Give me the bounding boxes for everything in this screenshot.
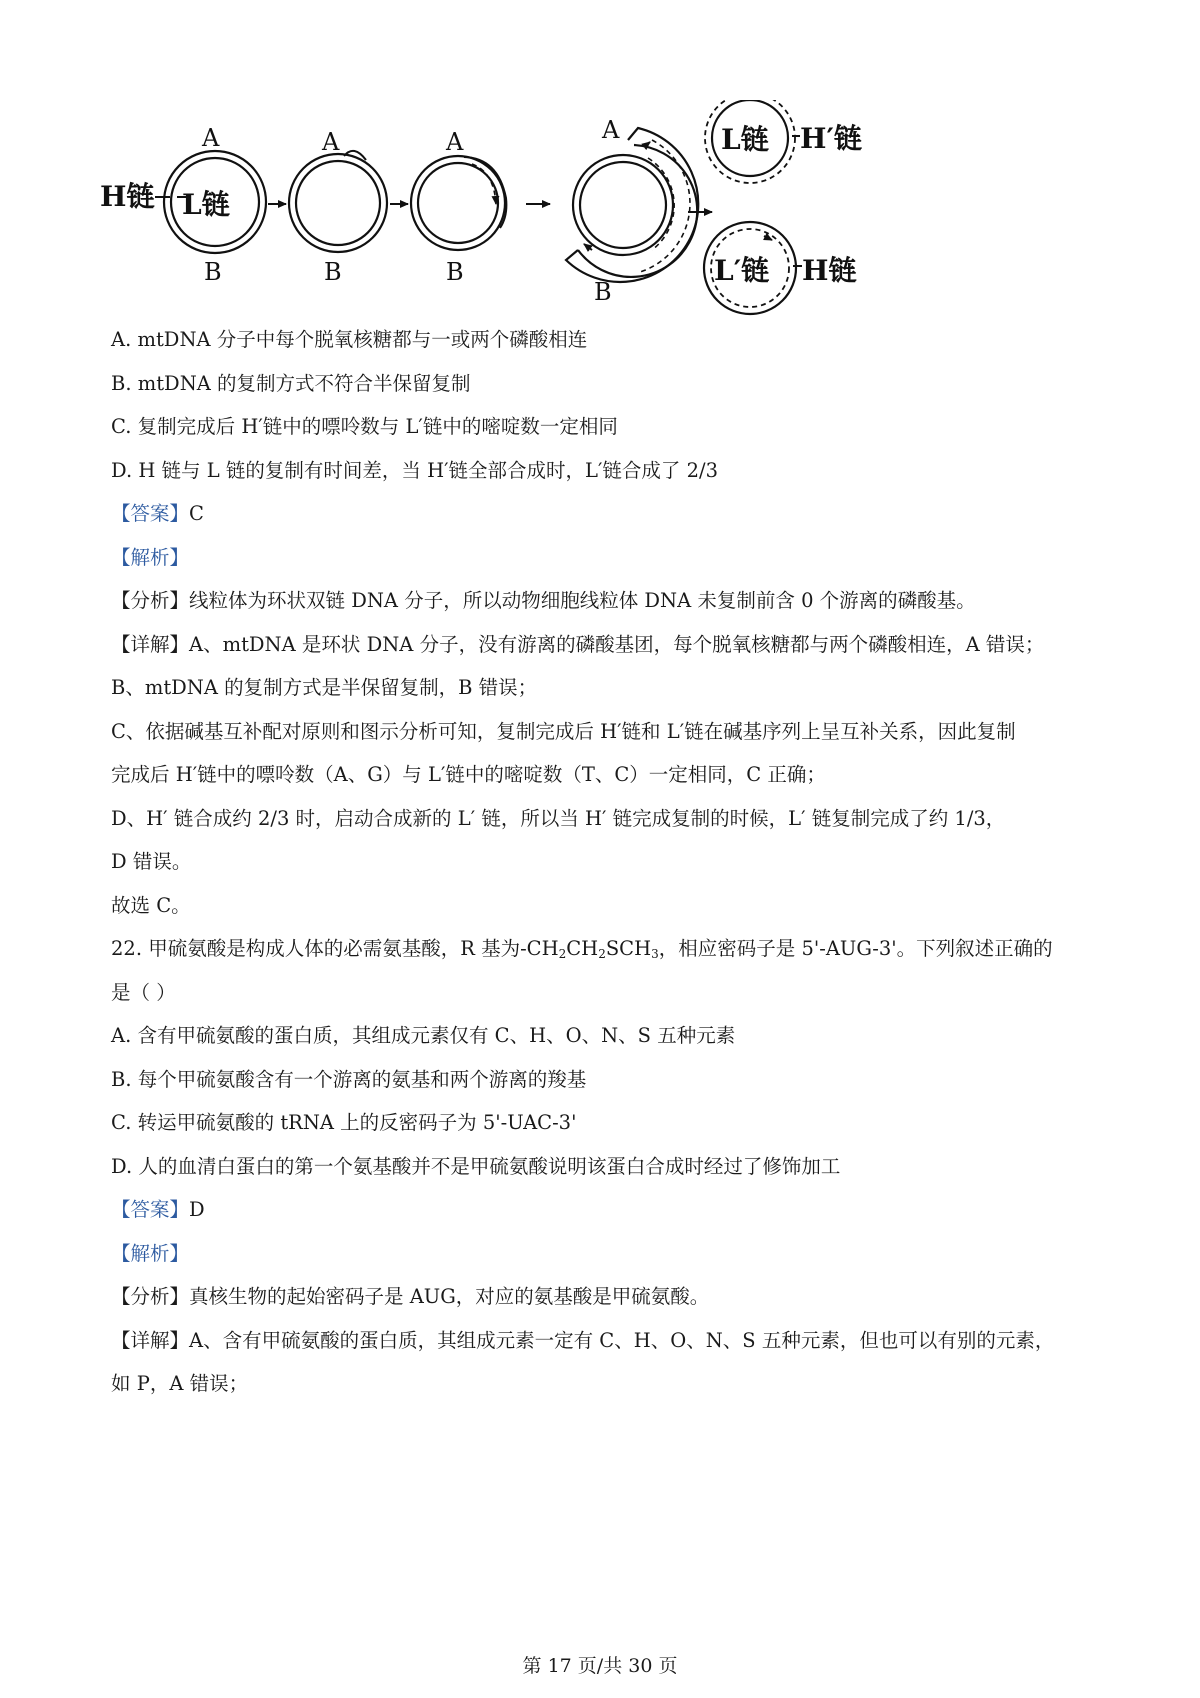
stage-2 — [289, 128, 387, 286]
q21-answer — [111, 501, 204, 527]
label-a-3: A — [446, 128, 464, 156]
q21-analysis-tag: 【解析】 — [111, 546, 190, 569]
fenxi-text: 线粒体为环状双链 DNA 分子，所以动物细胞线粒体 DNA 未复制前含 0 个游离的磷酸基。 — [189, 589, 976, 612]
q21-option-a: A. mtDNA 分子中每个脱氧核糖都与一或两个磷酸相连 — [111, 328, 588, 351]
label-a-2: A — [322, 128, 340, 156]
label-b-2: B — [324, 258, 342, 286]
stem-sub: 3 — [651, 947, 659, 961]
q21-option-c: C. 复制完成后 H′链中的嘌呤数与 L′链中的嘧啶数一定相同 — [111, 415, 618, 438]
q22-option-a: A. 含有甲硫氨酸的蛋白质，其组成元素仅有 C、H、O、N、S 五种元素 — [111, 1024, 736, 1047]
q21-fenxi — [111, 588, 976, 614]
page-footer: 第 17 页/共 30 页 — [522, 1655, 678, 1677]
q22-stem-line2: 是（ ） — [111, 981, 176, 1004]
stem-part: 22. 甲硫氨酸是构成人体的必需氨基酸，R 基为-CH — [111, 937, 559, 960]
stage-1 — [100, 124, 266, 286]
label-a-1: A — [202, 124, 220, 152]
result-1 — [705, 100, 862, 183]
q21-xiangjie-c2: 完成后 H′链中的嘌呤数（A、G）与 L′链中的嘧啶数（T、C）一定相同，C 正确； — [111, 763, 826, 786]
q22-option-b: B. 每个甲硫氨酸含有一个游离的氨基和两个游离的羧基 — [111, 1068, 587, 1091]
stem-part: SCH — [605, 937, 652, 960]
label-b-3: B — [446, 258, 464, 286]
q22-analysis-tag: 【解析】 — [111, 1242, 190, 1265]
q21-option-d: D. H 链与 L 链的复制有时间差，当 H′链全部合成时，L′链合成了 2/3 — [111, 459, 718, 482]
label-h-prime-chain: H′链 — [800, 122, 862, 155]
label-l-chain-result: L链 — [721, 123, 769, 156]
label-a-4: A — [602, 116, 620, 144]
label-b-1: B — [204, 258, 222, 286]
q21-xiangjie-b: B、mtDNA 的复制方式是半保留复制，B 错误； — [111, 676, 538, 699]
q22-stem — [111, 936, 1053, 962]
label-b-4: B — [594, 278, 612, 306]
fenxi-tag: 【分析】 — [111, 589, 190, 612]
q22-fenxi — [111, 1284, 709, 1310]
stem-part: CH — [566, 937, 599, 960]
label-l-chain: L链 — [182, 188, 230, 221]
q21-conclusion: 故选 C。 — [111, 894, 191, 917]
q21-xiangjie-a — [111, 632, 1044, 658]
mtdna-replication-diagram — [100, 100, 980, 340]
q22-xiangjie-a — [111, 1328, 1054, 1354]
answer-value: D — [189, 1198, 205, 1221]
answer-tag: 【答案】 — [111, 502, 190, 525]
q22-option-d: D. 人的血清白蛋白的第一个氨基酸并不是甲硫氨酸说明该蛋白合成时经过了修饰加工 — [111, 1155, 841, 1178]
stem-part: ，相应密码子是 5'-AUG-3'。下列叙述正确的 — [658, 937, 1053, 960]
fenxi-tag: 【分析】 — [111, 1285, 190, 1308]
result-2 — [704, 222, 856, 314]
q22-option-c: C. 转运甲硫氨酸的 tRNA 上的反密码子为 5'-UAC-3' — [111, 1111, 577, 1134]
xiangjie-text: A、含有甲硫氨酸的蛋白质，其组成元素一定有 C、H、O、N、S 五种元素，但也可以有别的元素， — [189, 1329, 1055, 1352]
q21-xiangjie-c1: C、依据碱基互补配对原则和图示分析可知，复制完成后 H′链和 L′链在碱基序列上呈互补关系，因此复制 — [111, 720, 1016, 743]
stage-4 — [566, 116, 698, 306]
label-l-prime-chain: L′链 — [714, 254, 770, 287]
xiangjie-text: A、mtDNA 是环状 DNA 分子，没有游离的磷酸基团，每个脱氧核糖都与两个磷酸相连，A 错误； — [189, 633, 1045, 656]
fenxi-text: 真核生物的起始密码子是 AUG，对应的氨基酸是甲硫氨酸。 — [189, 1285, 710, 1308]
q21-xiangjie-d1: D、H′ 链合成约 2/3 时，启动合成新的 L′ 链，所以当 H′ 链完成复制的时候，L′ 链复制完成了约 1/3， — [111, 807, 1006, 830]
xiangjie-tag: 【详解】 — [111, 1329, 190, 1352]
stem-sub: 2 — [558, 947, 567, 961]
q22-xiangjie-a2: 如 P，A 错误； — [111, 1372, 249, 1395]
q22-answer — [111, 1197, 205, 1223]
label-h-chain-result: H链 — [802, 254, 857, 287]
q21-option-b: B. mtDNA 的复制方式不符合半保留复制 — [111, 372, 471, 395]
xiangjie-tag: 【详解】 — [111, 633, 190, 656]
answer-value: C — [189, 502, 204, 525]
answer-tag: 【答案】 — [111, 1198, 190, 1221]
q21-xiangjie-d2: D 错误。 — [111, 850, 192, 873]
label-h-chain: H链 — [100, 180, 155, 213]
stem-sub: 2 — [598, 947, 606, 961]
stage-3 — [411, 128, 506, 286]
